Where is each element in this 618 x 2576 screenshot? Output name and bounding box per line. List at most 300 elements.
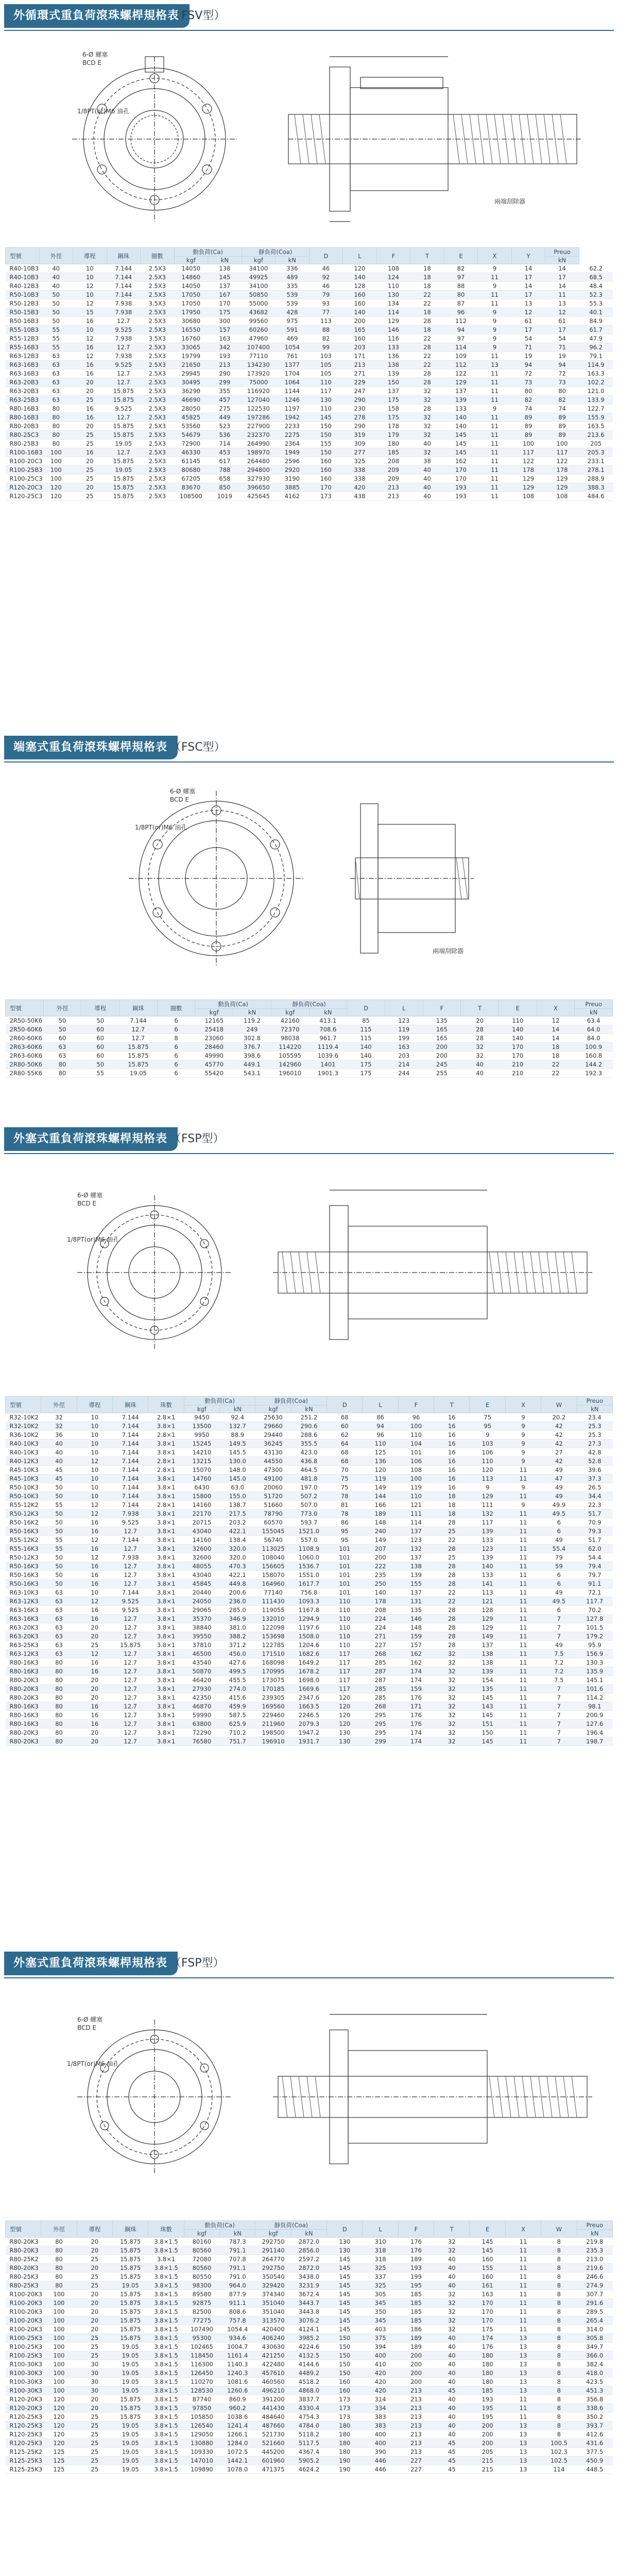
table-row [6,1588,613,1597]
value-cell: 25630 [255,1413,291,1422]
value-cell: 61145 [174,457,208,466]
value-cell: 185 [398,2308,434,2316]
value-cell: 145 [470,1737,505,1746]
value-cell: 137 [470,1641,505,1650]
value-cell: 180 [327,2421,363,2430]
value-cell: 18 [410,282,444,291]
value-cell: 117 [327,1685,363,1693]
model-cell: R80-16B3 [6,413,40,422]
value-cell: 100 [545,439,579,448]
value-cell: 60 [81,1025,119,1034]
value-cell: 11 [505,2246,541,2255]
col-od: 外徑 [43,1000,81,1016]
value-cell: 557.0 [291,1536,327,1545]
value-cell: 230 [343,404,377,413]
value-cell: 247 [343,387,377,396]
value-cell: 127040 [242,396,276,404]
value-cell: 32 [434,1650,470,1658]
value-cell: 1260.6 [220,2386,255,2395]
value-cell: 8 [157,1034,195,1043]
value-cell: 114.9 [579,361,613,369]
value-cell: 121.0 [579,387,613,396]
table-row [6,2413,613,2421]
value-cell: 132010 [255,1615,291,1623]
value-cell: 264480 [242,457,276,466]
model-cell: R100-20C3 [6,457,40,466]
value-cell: 135.9 [577,1667,613,1676]
value-cell: 9 [470,1431,505,1439]
value-cell: 587.5 [220,1711,255,1720]
value-cell: 84.0 [575,1034,613,1043]
value-cell: 11 [505,1510,541,1518]
value-cell: 150 [327,2369,363,2378]
value-cell: 117 [327,1650,363,1658]
value-cell: 73 [511,378,545,387]
value-cell: 117 [470,1518,505,1527]
value-cell: 707.8 [220,2255,255,2264]
model-cell: R50-16K3 [6,1571,41,1580]
value-cell: 11 [505,1693,541,1702]
value-cell: 176 [398,1693,434,1702]
value-cell: 63 [41,1615,77,1623]
value-cell: 85 [347,1016,385,1025]
table-row [6,2273,613,2281]
value-cell: 53560 [174,422,208,431]
value-cell: 318 [363,2255,398,2264]
table-row [6,1693,613,1702]
value-cell: 198970 [242,448,276,457]
table-row [6,334,613,343]
value-cell: 158070 [255,1571,291,1580]
table-row [6,2290,613,2299]
value-cell: 32 [410,413,444,422]
model-cell: R80-20K3 [6,1693,41,1702]
value-cell: 3.8×1 [148,1606,184,1615]
model-cell: R80-20K3 [6,1676,41,1685]
value-cell: 12 [537,1016,575,1025]
table-row [6,2360,613,2369]
value-cell: 32 [434,2238,470,2246]
value-cell: 11 [505,1702,541,1711]
spec-table [5,247,613,501]
value-cell: 89 [511,422,545,431]
value-cell: 16 [77,1667,112,1676]
value-cell: 291.6 [577,2299,613,2308]
value-cell: 149 [363,1536,398,1545]
value-cell: 3.8×1.5 [148,2456,184,2465]
model-cell: R50-16K2 [6,1518,41,1527]
value-cell: 35370 [184,1615,219,1623]
col-od: 外徑 [41,1397,77,1413]
value-cell: 374340 [255,2290,291,2299]
value-cell: 40 [41,1439,77,1448]
value-cell: 160 [309,457,343,466]
bolt-hole [200,1297,209,1306]
value-cell: 335 [276,282,310,291]
value-cell: 155045 [255,1527,291,1536]
value-cell: 80 [41,1702,77,1711]
value-cell: 38840 [184,1623,219,1632]
value-cell: 11 [505,1632,541,1641]
model-cell: R32-10K2 [6,1422,41,1431]
value-cell: 165 [423,1025,461,1034]
value-cell: 130880 [184,2439,219,2448]
value-cell: 43040 [184,1527,219,1536]
value-cell: 126540 [184,2421,219,2430]
value-cell: 148 [398,1623,434,1632]
table-row [6,2299,613,2308]
value-cell: 9 [478,326,512,334]
col-Y: Y [511,248,545,264]
value-cell: 155 [470,2264,505,2273]
value-cell: 80 [41,1658,77,1667]
value-cell: 63 [43,1043,81,1052]
value-cell: 327930 [242,474,276,483]
value-cell: 20 [77,2325,112,2334]
value-cell: 325 [363,2281,398,2290]
value-cell: 9 [470,1483,505,1492]
value-cell: 195 [470,2413,505,2421]
value-cell: 116300 [184,2360,219,2369]
value-cell: 128 [470,1606,505,1615]
value-cell: 318 [363,2246,398,2255]
value-cell: 47.9 [579,334,613,343]
value-cell: 3.8×1.5 [148,2290,184,2299]
value-cell: 9 [505,1431,541,1439]
value-cell: 19799 [174,352,208,361]
value-cell: 40 [39,273,73,282]
value-cell: 63800 [184,1720,219,1728]
value-cell: 1119.4 [309,1043,347,1052]
value-cell: 32 [461,1052,499,1060]
value-cell: 189 [398,2334,434,2343]
model-cell: R80-20K3 [6,2246,41,2255]
value-cell: 25 [77,1641,112,1650]
model-cell: R100-25K3 [6,2343,41,2351]
model-cell: R50-12B3 [6,299,40,308]
value-cell: 146 [398,1615,434,1623]
value-cell: 274.9 [577,2281,613,2290]
value-cell: 40 [434,2395,470,2404]
table-row [6,1606,613,1615]
value-cell: 50 [43,1025,81,1034]
value-cell: 20 [73,387,107,396]
value-cell: 13215 [184,1457,219,1466]
value-cell: 7.938 [107,352,141,361]
value-cell: 192.3 [575,1069,613,1078]
value-cell: 10 [77,1588,112,1597]
col-D: D [309,248,343,264]
value-cell: 9 [505,1501,541,1510]
col-unit: kN [577,1405,613,1413]
value-cell: 155 [309,439,343,448]
col-kgf: kgf [255,1405,291,1413]
value-cell: 523 [208,422,242,431]
value-cell: 80 [43,1069,81,1078]
value-cell: 2872.0 [291,2264,327,2273]
value-cell: 80 [41,2238,77,2246]
value-cell: 63 [41,1597,77,1606]
value-cell: 77275 [184,2316,219,2325]
value-cell: 47300 [255,1466,291,1475]
value-cell: 3885 [276,483,310,492]
model-cell: R63-10K3 [6,1588,41,1597]
value-cell: 208 [376,457,410,466]
value-cell: 87740 [184,2395,219,2404]
col-F: F [423,1000,461,1016]
value-cell: 25 [77,2281,112,2290]
value-cell: 2.5X3 [141,317,175,326]
value-cell: 19.05 [113,2386,148,2395]
value-cell: 114 [398,1518,434,1527]
value-cell: 398.6 [233,1052,271,1060]
value-cell: 32 [434,2290,470,2299]
table-row [6,361,613,369]
value-cell: 16 [77,1571,112,1580]
col-turns: 圈數 [141,248,175,264]
value-cell: 7.144 [107,282,141,291]
value-cell: 14 [545,264,579,273]
value-cell: 197.0 [291,1483,327,1492]
col-F: F [398,2221,434,2238]
col-turns: 圈數 [157,1000,195,1016]
table-row [6,1650,613,1658]
value-cell: 80 [39,413,73,422]
value-cell: 12.7 [113,1580,148,1588]
model-cell: R40-10B3 [6,273,40,282]
value-cell: 20 [77,1728,112,1737]
value-cell: 20715 [184,1518,219,1527]
value-cell: 16 [77,1711,112,1720]
value-cell: 6 [157,1025,195,1034]
value-cell: 133 [470,1536,505,1545]
value-cell: 170 [444,466,478,474]
value-cell: 138 [470,1658,505,1667]
value-cell: 7.938 [113,1553,148,1562]
value-cell: 86 [363,1413,398,1422]
value-cell: 8 [541,2281,577,2290]
table-row [6,2325,613,2334]
value-cell: 45845 [184,1580,219,1588]
value-cell: 5117.5 [291,2439,327,2448]
value-cell: 12 [545,308,579,317]
col-kN: kN [291,1405,327,1413]
value-cell: 2.5X3 [141,431,175,439]
value-cell: 14 [545,282,579,291]
value-cell: 376.7 [233,1043,271,1052]
table-row [6,1702,613,1711]
value-cell: 50 [41,1518,77,1527]
value-cell: 89580 [184,2290,219,2299]
value-cell: 122785 [255,1641,291,1650]
value-cell: 15 [73,308,107,317]
col-E: E [499,1000,537,1016]
value-cell: 11 [505,1588,541,1597]
section-fsv [0,0,618,711]
value-cell: 40 [434,2281,470,2290]
value-cell: 12 [77,1553,112,1562]
model-cell: R80-20K3 [6,1685,41,1693]
value-cell: 5118.2 [291,2430,327,2439]
value-cell: 150 [376,378,410,387]
value-cell: 601960 [255,2456,291,2465]
value-cell: 50 [41,1510,77,1518]
value-cell: 12.7 [107,317,141,326]
value-cell: 200 [398,2378,434,2386]
value-cell: 4144.6 [291,2360,327,2369]
value-cell: 120 [343,264,377,273]
value-cell: 25 [73,396,107,404]
value-cell: 13 [505,2448,541,2456]
col-E: E [444,248,478,264]
value-cell: 48.4 [579,282,613,291]
value-cell: 28 [434,1571,470,1580]
model-cell: R120-20K3 [6,2395,41,2404]
value-cell: 200 [470,2421,505,2430]
value-cell: 80 [545,387,579,396]
value-cell: 94 [363,1422,398,1431]
value-cell: 14050 [174,264,208,273]
value-cell: 174 [470,2334,505,2343]
value-cell: 288.6 [291,1431,327,1439]
value-cell: 108500 [174,492,208,501]
value-cell: 1266.1 [220,2430,255,2439]
value-cell: 106 [398,1457,434,1466]
value-cell: 137 [208,282,242,291]
value-cell: 127.8 [577,1615,613,1623]
value-cell: 139 [376,369,410,378]
value-cell: 441430 [255,2404,291,2413]
value-cell: 32 [434,2308,470,2316]
value-cell: 11 [505,1597,541,1606]
value-cell: 16 [434,1448,470,1457]
value-cell: 27 [541,1448,577,1457]
value-cell: 15.875 [107,474,141,483]
value-cell: 105595 [271,1052,309,1060]
value-cell: 10 [77,1483,112,1492]
value-cell: 130.3 [577,1658,613,1667]
value-cell: 355 [208,387,242,396]
value-cell: 446 [363,2456,398,2465]
value-cell: 11 [478,466,512,474]
value-cell: 110 [376,282,410,291]
value-cell: 3.8×1.5 [148,2413,184,2421]
model-cell: R100-25K3 [6,2334,41,2343]
value-cell: 138 [208,264,242,273]
value-cell: 25 [73,474,107,483]
col-kN: kN [220,1405,255,1413]
value-cell: 133 [444,404,478,413]
value-cell: 5905.2 [291,2456,327,2465]
value-cell: 16760 [174,334,208,343]
value-cell: 961.7 [309,1034,347,1043]
value-cell: 40 [410,474,444,483]
value-cell: 117 [327,1658,363,1667]
value-cell: 109890 [184,2465,219,2474]
value-cell: 133.9 [579,396,613,404]
col-D: D [327,2221,363,2238]
value-cell: 70 [327,1466,363,1475]
value-cell: 149 [470,1632,505,1641]
value-cell: 80 [41,1720,77,1728]
table-row [6,1016,613,1025]
value-cell: 20 [77,1737,112,1746]
value-cell: 49 [541,1466,577,1475]
section-type: （FSP型） [170,1132,225,1145]
value-cell: 15.875 [107,483,141,492]
value-cell: 1942 [276,413,310,422]
value-cell: 128 [343,282,377,291]
value-cell: 377.5 [577,2448,613,2456]
value-cell: 2.5X3 [141,291,175,299]
col-kgf: kgf [242,257,276,264]
value-cell: 50 [41,1562,77,1571]
value-cell: 271 [343,369,377,378]
value-cell: 209 [376,474,410,483]
model-cell: 2R63-60K6 [6,1043,44,1052]
value-cell: 11 [505,1720,541,1728]
value-cell: 215 [470,2456,505,2465]
value-cell: 174 [398,1728,434,1737]
value-cell: 25.3 [577,1431,613,1439]
value-cell: 1377 [276,361,310,369]
value-cell: 2.5X3 [141,422,175,431]
value-cell: 55 [39,334,73,343]
value-cell: 246.6 [577,2273,613,2281]
value-cell: 6 [157,1016,195,1025]
value-cell: 1931.7 [291,1737,327,1746]
model-cell: R80-25C3 [6,431,40,439]
value-cell: 102465 [184,2343,219,2351]
value-cell: 7 [541,1693,577,1702]
value-cell: 30680 [174,317,208,326]
value-cell: 11 [478,474,512,483]
value-cell: 140 [347,1052,385,1060]
value-cell: 338 [343,474,377,483]
value-cell: 170 [470,2308,505,2316]
value-cell: 199 [398,2273,434,2281]
value-cell: 7 [541,1615,577,1623]
value-cell: 144 [363,1492,398,1501]
value-cell: 29945 [174,369,208,378]
spec-table [5,2221,613,2474]
value-cell: 420400 [255,2325,291,2334]
value-cell: 18 [434,1492,470,1501]
value-cell: 13 [511,299,545,308]
spec-rows [6,1016,613,1078]
value-cell: 164960 [255,1580,291,1588]
value-cell: 113 [470,1588,505,1597]
value-cell: 4132.5 [291,2351,327,2360]
value-cell: 7.144 [107,264,141,273]
value-cell: 2597.2 [291,2255,327,2264]
col-D: D [347,1000,385,1016]
value-cell: 105 [309,361,343,369]
value-cell: 140 [343,308,377,317]
table-row [6,282,613,291]
value-cell: 17 [511,291,545,299]
value-cell: 22 [410,299,444,308]
value-cell: 23.4 [577,1413,613,1422]
value-cell: 98.1 [577,1702,613,1711]
value-cell: 46 [309,282,343,291]
value-cell: 338.6 [577,2404,613,2413]
value-cell: 32 [434,1685,470,1693]
value-cell: 2.8×1 [148,1431,184,1439]
value-cell: 625.9 [220,1720,255,1728]
value-cell: 1704 [276,369,310,378]
value-cell: 28 [434,1641,470,1650]
